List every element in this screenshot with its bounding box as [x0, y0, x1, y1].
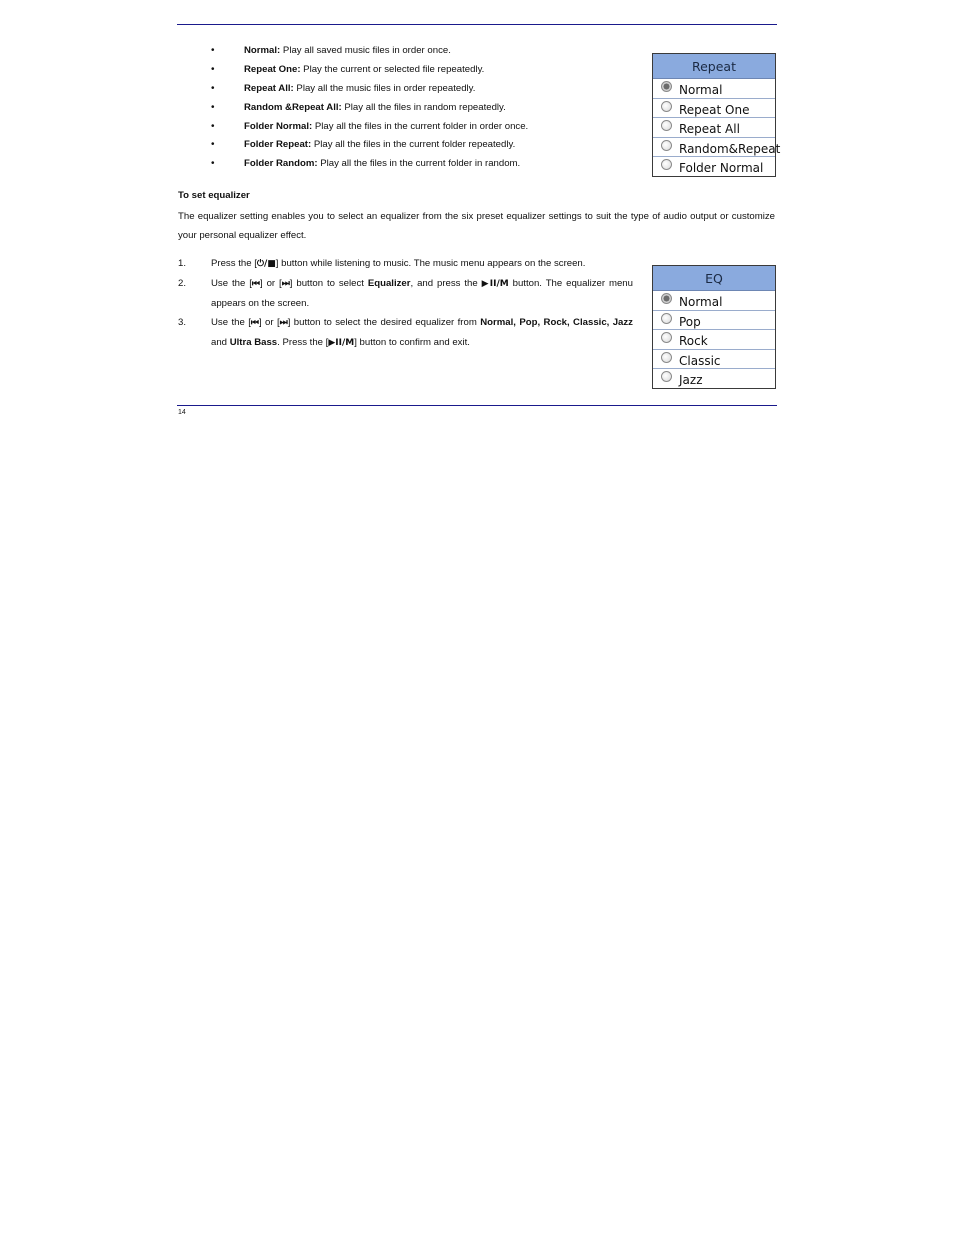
term: Repeat All:: [244, 82, 294, 94]
bullet-glyph: •: [211, 45, 215, 56]
play-pause-menu-icon: ▶II/M: [481, 279, 509, 289]
power-stop-icon: ⏻/■: [256, 259, 276, 269]
step-text: ] button to confirm and exit.: [354, 337, 470, 348]
step-text: ] button to select: [289, 278, 368, 289]
description: Play all the files in the current folder in random.: [317, 158, 521, 170]
option-label: Pop: [679, 314, 701, 329]
step-bold-text: Ultra Bass: [229, 337, 278, 348]
radio-icon: [661, 140, 672, 151]
menu-option: [653, 350, 775, 370]
menu-option: [653, 157, 775, 176]
step-item: [178, 313, 633, 353]
radio-selected-icon: [661, 81, 672, 92]
step-item: [178, 274, 633, 313]
step-bold-text: Normal, Pop, Rock, Classic, Jazz: [480, 317, 633, 328]
list-item: [211, 80, 641, 99]
previous-icon: ⏮: [250, 318, 259, 328]
section-paragraph: The equalizer setting enables you to select an equalizer from the six preset equalizer settings to suit the type of audio output or customize your personal equalizer effect.: [178, 211, 775, 241]
list-item: [211, 99, 641, 118]
step-text: and: [211, 337, 230, 348]
header-rule: [177, 24, 777, 25]
option-label: Rock: [679, 334, 708, 348]
term: Normal:: [244, 45, 281, 56]
list-item: [211, 118, 641, 137]
option-label: Normal: [679, 83, 723, 97]
description: Play all the music files in order repeatedly.: [293, 82, 476, 94]
option-label: Repeat All: [679, 122, 740, 136]
bullet-glyph: •: [211, 139, 215, 151]
option-label: Classic: [679, 353, 721, 368]
description: Play all the files in the current folder repeatedly.: [311, 139, 516, 151]
menu-option: [653, 311, 775, 331]
step-text: Press the [: [211, 258, 257, 269]
menu-option: [653, 79, 775, 99]
radio-icon: [661, 120, 672, 131]
step-text: ] or [: [260, 278, 282, 289]
radio-icon: [661, 159, 672, 170]
step-item: [178, 254, 633, 274]
step-text: . Press the [: [277, 337, 329, 348]
term: Random &Repeat All:: [244, 101, 342, 113]
option-label: Jazz: [679, 373, 703, 387]
description: Play the current or selected file repeatedly.: [300, 63, 485, 75]
description: Play all saved music files in order once.: [280, 45, 451, 56]
step-text: ] button to select the desired equalizer from: [287, 317, 481, 328]
list-item: [211, 61, 641, 80]
step-text: ] button while listening to music. The music menu appears on the screen.: [275, 258, 586, 269]
radio-selected-icon: [661, 293, 672, 304]
menu-title: EQ: [653, 266, 775, 291]
step-number: 1.: [178, 258, 187, 269]
eq-menu-screenshot: [652, 265, 776, 389]
play-pause-menu-icon: ▶II/M: [328, 338, 355, 348]
radio-icon: [661, 352, 672, 363]
step-text: Use the [: [211, 278, 252, 289]
step-number: 2.: [178, 278, 187, 289]
step-bold-text: Equalizer: [367, 278, 411, 289]
menu-option: [653, 330, 775, 350]
menu-title: Repeat: [653, 54, 775, 79]
option-label: Random&Repeat: [679, 141, 781, 156]
list-item: [211, 42, 641, 61]
description: Play all the files in the current folder in order once.: [312, 120, 529, 132]
term: Folder Repeat:: [244, 139, 312, 151]
bullet-glyph: •: [211, 82, 215, 94]
page-number: 14: [178, 409, 186, 416]
term: Repeat One:: [244, 63, 301, 75]
previous-icon: ⏮: [251, 279, 260, 289]
radio-icon: [661, 371, 672, 382]
term: Folder Normal:: [244, 120, 313, 132]
list-item: [211, 136, 641, 155]
radio-icon: [661, 101, 672, 112]
step-text: ] or [: [258, 317, 280, 328]
bullet-glyph: •: [211, 158, 215, 170]
bullet-glyph: •: [211, 63, 215, 75]
repeat-mode-list: [211, 42, 641, 174]
next-icon: ⏭: [279, 318, 288, 328]
equalizer-steps: [178, 254, 633, 353]
menu-option: [653, 118, 775, 138]
menu-option: [653, 99, 775, 119]
radio-icon: [661, 332, 672, 343]
step-text: button. The equalizer menu appears on the screen.: [211, 278, 633, 309]
bullet-glyph: •: [211, 101, 215, 113]
description: Play all the files in random repeatedly.: [341, 101, 506, 113]
option-label: Repeat One: [679, 102, 750, 117]
menu-option: [653, 138, 781, 158]
option-label: Folder Normal: [679, 161, 764, 175]
radio-icon: [661, 313, 672, 324]
next-icon: ⏭: [281, 279, 290, 289]
footer-rule: [177, 405, 777, 406]
step-number: 3.: [178, 317, 187, 328]
step-text: , and press the: [410, 278, 482, 289]
menu-option: [653, 369, 775, 388]
option-label: Normal: [679, 295, 723, 309]
step-text: Use the [: [211, 317, 251, 328]
bullet-glyph: •: [211, 120, 215, 132]
menu-option: [653, 291, 775, 311]
repeat-menu-screenshot: [652, 53, 781, 177]
term: Folder Random:: [244, 158, 318, 170]
section-heading: To set equalizer: [178, 190, 250, 201]
list-item: [211, 155, 641, 174]
